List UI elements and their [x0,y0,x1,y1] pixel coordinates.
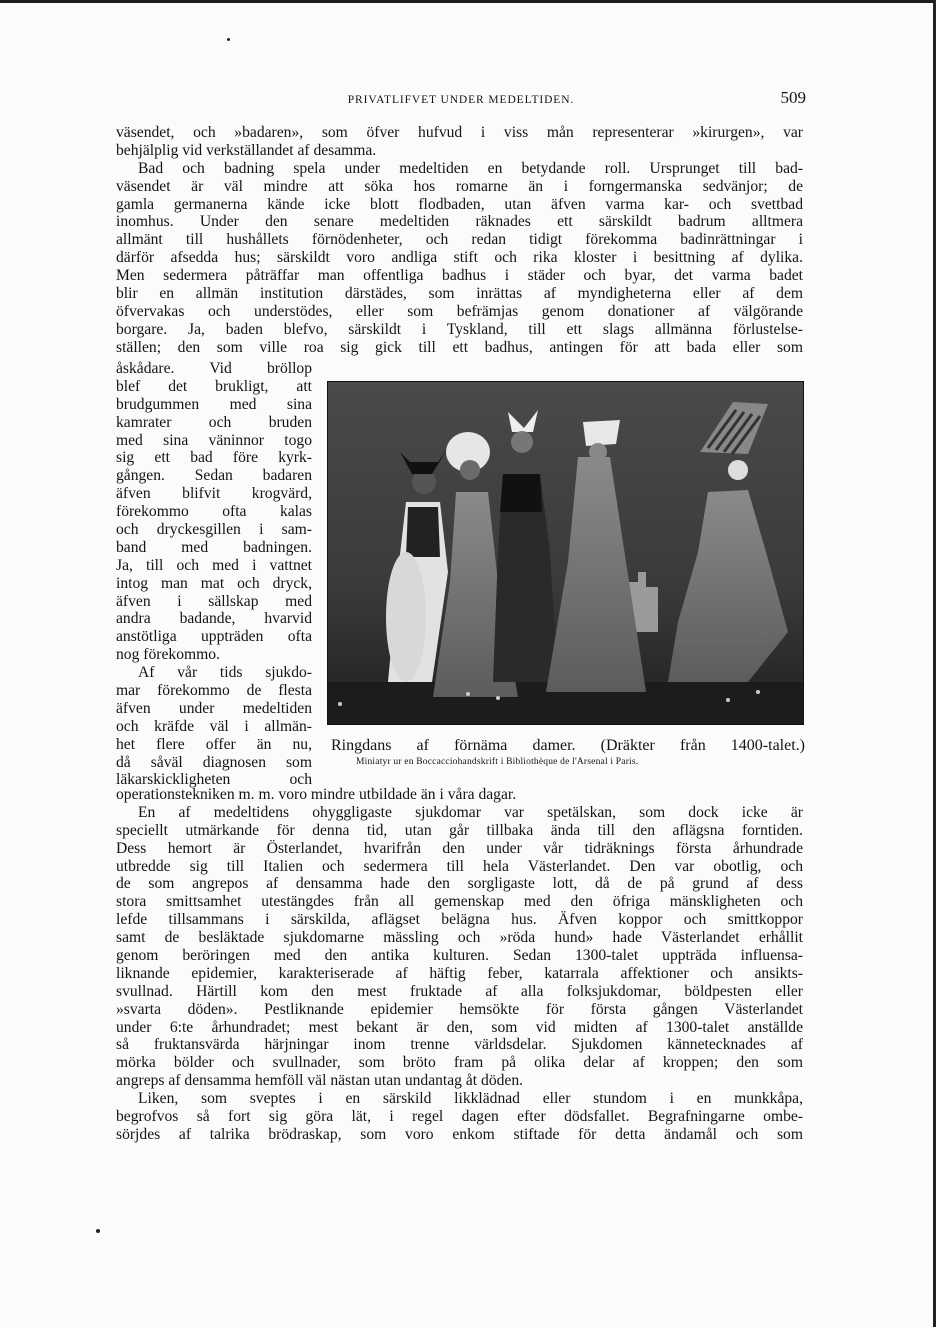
text-line: begrofvos så fort sig göra lät, i regel dagen efter dödsfallet. Begrafningarne ombe- [116,1108,803,1126]
text-line: angreps af densamma hemföll väl nästan utan undantag åt döden. [116,1072,524,1090]
text-line: speciellt utmärkande för denna tid, utan går tillbaka ända till den aflägsna forntiden. [116,821,803,839]
text-line: åskådare. Vid bröllop [116,360,312,377]
text-line: så fruktansvärda härjningar inom trenne världsdelar. Sjukdomen kännetecknades af [116,1036,803,1054]
miniature-painting [328,382,803,724]
body-text-side-column [116,360,312,789]
text-line: med sina väninnor togo [116,431,312,449]
text-line: ställen; den som ville roa sig gick till ett badhus, antingen för att bada eller som [116,338,803,356]
text-line: kamrater och bruden [116,413,312,431]
text-line: och kräfde väl i allmän- [116,717,312,735]
text-line: En af medeltidens ohyggligaste sjukdomar var spetälskan, som dock icke är [138,803,803,821]
text-line: intog man mat och dryck, [116,574,312,592]
text-line: svullnad. Härtill kom den mest fruktade af alla folksjukdomar, böldpesten eller [116,982,803,1000]
body-text-top [116,124,803,357]
text-line: Men sedermera påträffar man offentliga badhus i städer och byar, det varma badet [116,267,803,285]
text-line: äfven i sällskap med [116,592,312,610]
text-line: sig ett bad före kyrk- [116,449,312,467]
text-line: sörjdes af talrika brödraskap, som voro enkom stiftade för detta ändamål och som [116,1125,803,1143]
text-line: äfven blifvit krogvärd, [116,485,312,503]
text-line: borgare. Ja, baden blefvo, särskildt i Tyskland, till ett slags allmänna förlustelse- [116,320,803,338]
text-line: de som angrepos af densamma hade den sorgligaste lott, då de på grund af dess [116,875,803,893]
text-line: allmänt till hushållets förnödenheter, och redan tidigt förekomma badinrättningar i [116,231,803,249]
text-line: Ja, till och med i vattnet [116,556,312,574]
text-line: öfvervakas och understödes, eller som befrämjas genom donationer af välgörande [116,302,803,320]
scan-speck [227,38,230,41]
illustration-ring-dance [327,381,804,725]
text-line: »svarta döden». Pestliknande epidemier hemsökte för första gången Västerlandet [116,1000,803,1018]
text-line: utbredde sig till Italien och sedermera till hela Västerlandet. Den var obotlig, och [116,857,803,875]
scan-speck [96,1229,100,1233]
text-line: stora smittsamhet utestängdes från all gemenskap med den öfriga mänskligheten och [116,893,803,911]
text-line: behjälplig vid verkställandet af desamma. [116,141,377,159]
text-line: blef det brukligt, att [116,377,312,395]
text-line: äfven under medeltiden [116,699,312,717]
text-line: väsendet, och »badaren», som öfver hufvud i viss mån representerar »kirurgen», var [116,124,803,141]
text-line: gången. Sedan badaren [116,467,312,485]
running-head [116,88,806,110]
text-line: väsendet är väl mindre att söka hos romarne än i forngermanska sedvänjor; de [116,177,803,195]
text-line: andra badande, hvarvid [116,610,312,628]
scan-edge-top [0,0,936,3]
text-line: och dryckesgillen i sam- [116,521,312,539]
text-line: Bad och badning spela under medeltiden en betydande roll. Ursprunget till bad- [138,159,803,177]
text-line: mar förekommo de flesta [116,682,312,700]
text-line: operationstekniken m. m. voro mindre utbildade än i våra dagar. [116,786,517,803]
text-line: då såväl diagnosen som [116,753,312,771]
text-line: genom beröringen med den antika kulturen. Sedan 1300-talet uppträda influensa- [116,947,803,965]
text-line: förekommo ofta kalas [116,503,312,521]
text-line: band med badningen. [116,538,312,556]
text-line: anstötliga uppträden ofta [116,628,312,646]
text-line: brudgummen med sina [116,395,312,413]
text-line: inomhus. Under den senare medeltiden räknades ett särskildt badrum alltmera [116,213,803,231]
text-line: under 6:te århundradet; mest bekant är den, som vid midten af 1300-talet anställde [116,1018,803,1036]
text-line: gamla germanerna kände icke blott flodbaden, utan äfven varma kar- och svettbad [116,195,803,213]
text-line: därför afsedda hus; särskildt voro andliga stift och rika kloster i besittning af dylika. [116,249,803,267]
figure-caption: Ringdans af förnäma damer. (Dräkter från 1400-talet.) [331,737,805,754]
text-line: het flere offer än nu, [116,735,312,753]
text-line: mörka bölder och svullnader, som bröto fram på olika delar af kroppen; den som [116,1054,803,1072]
text-line: liknande epidemier, karakteriserade af häftig feber, katarrala affektioner och ansikts- [116,964,803,982]
text-line: lefde tillsammans i särskilda, aflägset belägna hus. Äfven koppor och smittkoppor [116,911,803,929]
running-title: PRIVATLIFVET UNDER MEDELTIDEN. [347,94,575,106]
text-line: läkarskickligheten och [116,771,312,789]
text-line: nog förekommo. [116,646,220,664]
text-line: blir en allmän institution därstädes, som inrättas af myndigheterna eller af dem [116,285,803,303]
body-text-bottom [116,786,803,1144]
text-line: Af vår tids sjukdo- [138,664,312,682]
figure-credit: Miniatyr ur en Boccacciohandskrift i Bibliothèque de l'Arsenal i Paris. [356,757,639,767]
text-line: samt de besläktade sjukdomarne mässling och »röda hund» hade Västerlandet erhållit [116,929,803,947]
text-line: Dess hemort är Österlandet, hvarifrån den under vår tidräknings första århundrade [116,839,803,857]
text-line: Liken, som sveptes i en särskild likklädnad eller stundom i en munkkåpa, [138,1090,803,1108]
page-number: 509 [780,88,806,107]
